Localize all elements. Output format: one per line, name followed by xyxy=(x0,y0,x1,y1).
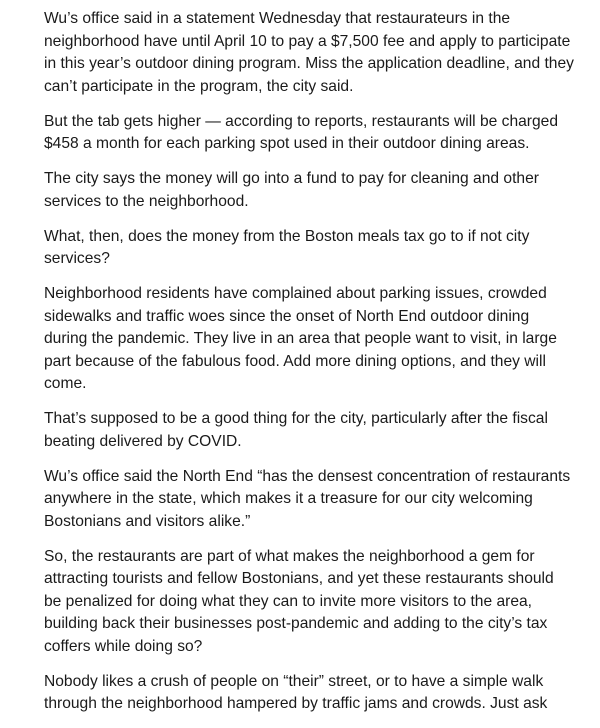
article-paragraph: What, then, does the money from the Boston meals tax go to if not city services? xyxy=(44,227,530,267)
article-paragraph: That’s supposed to be a good thing for the city, particularly after the fiscal beating delivered by COVID. xyxy=(44,410,548,450)
article-paragraph: Wu’s office said in a statement Wednesday that restaurateurs in the neighborhood have until April 10 to pay a $7,500 fee and apply to participate in this year’s outdoor dining program. Miss the application deadline, and they can’t participate in the program, the city said. xyxy=(44,10,574,95)
article-paragraph: But the tab gets higher — according to reports, restaurants will be charged $458 a month for each parking spot used in their outdoor dining areas. xyxy=(44,112,559,152)
article-paragraph: Nobody likes a crush of people on “their” street, or to have a simple walk through the neighborhood hampered by traffic jams and crowds. Just ask xyxy=(44,672,548,712)
article-paragraph: So, the restaurants are part of what makes the neighborhood a gem for attracting tourists and fellow Bostonians, and yet these restaurants should be penalized for doing what they can to invite more visitors to the area, building back their businesses post-pandemic and adding to the city’s tax coffers while doing so? xyxy=(44,547,554,655)
article-paragraph: Wu’s office said the North End “has the densest concentration of restaurants anywhere in the state, which makes it a treasure for our city welcoming Bostonians and visitors alike.” xyxy=(44,467,571,530)
article-paragraph: The city says the money will go into a fund to pay for cleaning and other services to the neighborhood. xyxy=(44,170,539,210)
article-body xyxy=(44,8,584,728)
article-paragraph: Neighborhood residents have complained about parking issues, crowded sidewalks and traffic woes since the onset of North End outdoor dining during the pandemic. They live in an area that people want to visit, in large part because of the fabulous food. Add more dining options, and they will come. xyxy=(44,285,557,392)
